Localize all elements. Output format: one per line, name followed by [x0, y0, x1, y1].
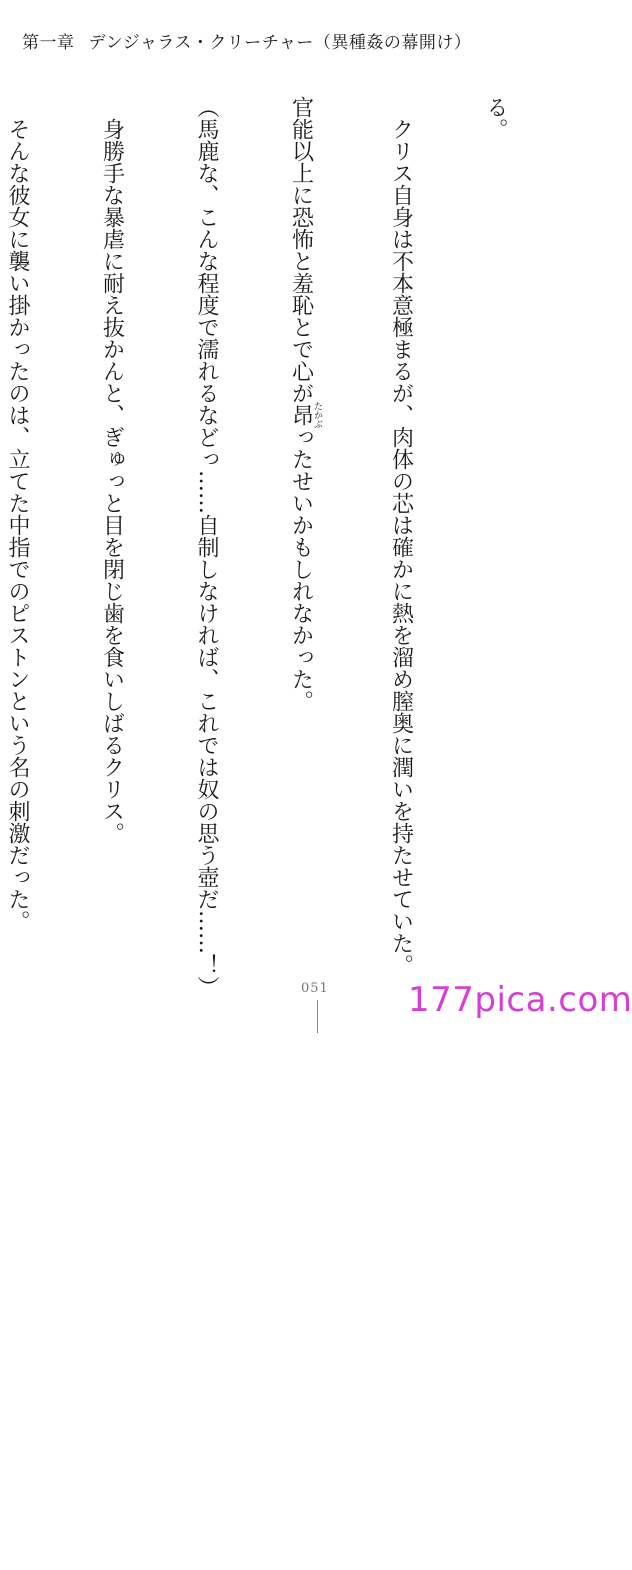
paragraph-5: 身勝手な暴虐に耐え抜かんと、ぎゅっと目を閉じ歯を食いしばるクリス。: [99, 96, 125, 844]
paragraph-3: 官能以上に恐怖と羞恥とで心が昂たかぶったせいかもしれなかった。: [288, 96, 322, 712]
ruby-annotation: 昂たかぶ: [288, 401, 322, 429]
paragraph-2: クリス自身は不本意極まるが、肉体の芯は確かに熱を溜め膣奥に潤いを持たせていた。: [388, 96, 414, 976]
page-number-rule: [317, 1000, 318, 1033]
watermark-text: 177pica.com: [408, 980, 632, 1020]
running-header: [22, 28, 471, 53]
ruby-reading: たかぶ: [312, 401, 322, 429]
paragraph-4: （馬鹿な、こんな程度で濡れるなどっ……自制しなければ、これでは奴の思う壺だ……！）: [194, 96, 219, 998]
chapter-title: デンジャラス・クリーチャー（異種姦の幕開け）: [88, 33, 472, 53]
paragraph-1: る。: [483, 96, 508, 140]
chapter-label: 第一章: [22, 33, 75, 53]
page-number: 051: [301, 981, 329, 996]
paragraph-6: そんな彼女に襲い掛かったのは、立てた中指でのピストンという名の刺激だった。: [5, 96, 30, 932]
